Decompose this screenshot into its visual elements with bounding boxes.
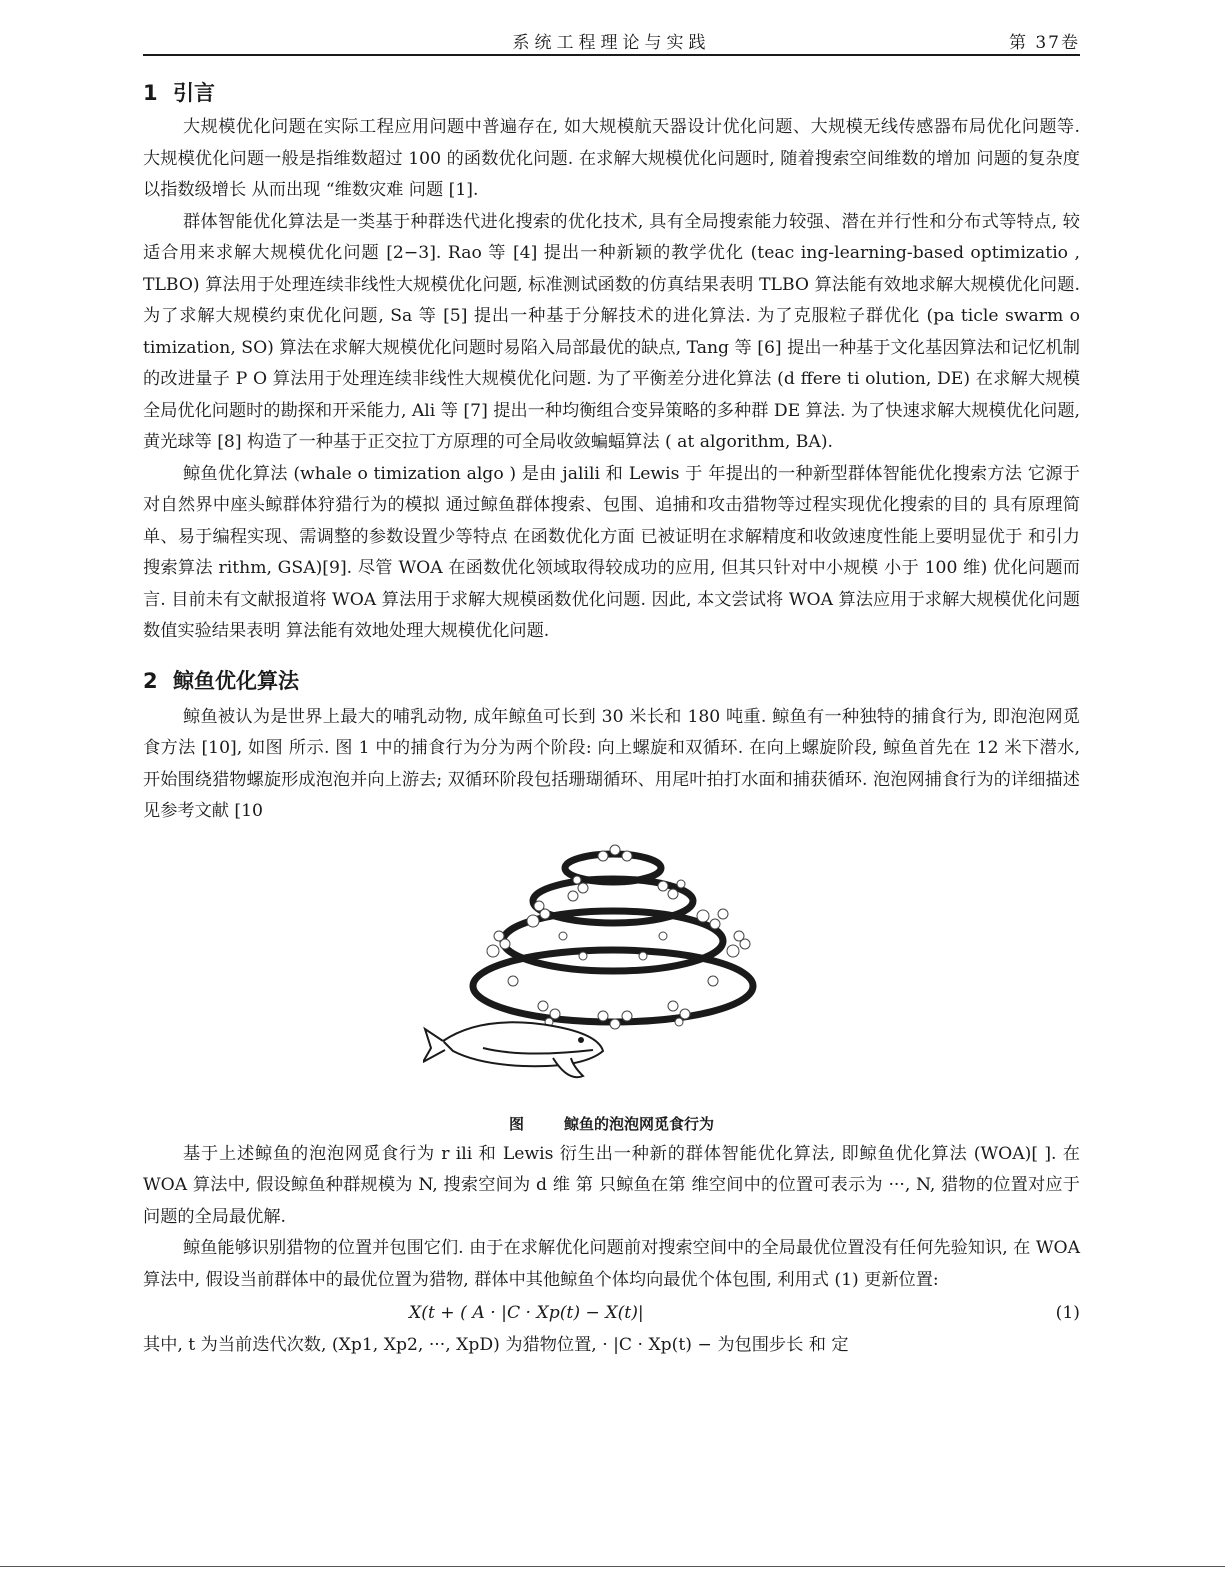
paragraph: 群体智能优化算法是一类基于种群迭代进化搜索的优化技术, 具有全局搜索能力较强、潜在并行性和分布式等特点, 较适合用来求解大规模优化问题 [2−3]. Rao 等 [4] 提出一种新颖的教学优化 (teac ing-learning-based optimizatio , TLBO) 算法用于处理连续非线性大规模优化问题, 标准测试函数的仿真结果表明 TLBO 算法能有效地求解大规模优化问题. 为了求解大规模约束优化问题, Sa 等 [5] 提出一种基于分解技术的进化算法. 为了克服粒子群优化 (pa ticle swarm o timization, SO) 算法在求解大规模优化问题时易陷入局部最优的缺点, Tang 等 [6] 提出一种基于文化基因算法和记忆机制的改进量子 P O 算法用于处理连续非线性大规模优化问题. 为了平衡差分进化算法 (d ffere ti olution, DE) 在求解大规模全局优化问题时的勘探和开采能力, Ali 等 [7] 提出一种均衡组合变异策略的多种群 DE 算法. 为了快速求解大规模优化问题, 黄光球等 [8] 构造了一种基于正交拉丁方原理的可全局收敛蝙蝠算法 ( at algorithm, BA).	[143, 211, 1080, 452]
equation-number: (1)	[1055, 1303, 1080, 1323]
paragraph: 大规模优化问题在实际工程应用问题中普遍存在, 如大规模航天器设计优化问题、大规模无线传感器布局优化问题等. 大规模优化问题一般是指维数超过 100 的函数优化问题. 在求解大规模优化问题时, 随着搜索空间维数的增加 问题的复杂度以指数级增长 从而出现 “维数灾难 问题 [1].	[143, 117, 1080, 200]
paragraph: 鲸鱼能够识别猎物的位置并包围它们. 由于在求解优化问题前对搜索空间中的全局最优位置没有任何先验知识, 在 WOA 算法中, 假设当前群体中的最优位置为猎物, 群体中其他鲸鱼个体均向最优个体包围, 利用式 (1) 更新位置:	[143, 1238, 1080, 1290]
equation-expression: X(t + ( A · |C · Xp(t) − X(t)|	[409, 1303, 644, 1323]
whale-icon	[423, 1022, 603, 1077]
running-header	[143, 26, 1080, 56]
figure-caption	[143, 1111, 1080, 1137]
page-bottom-rule	[0, 1566, 1225, 1567]
section-number: 2	[143, 668, 158, 693]
figure-caption-text: 鲸鱼的泡泡网觅食行为	[564, 1114, 715, 1133]
main-text	[143, 76, 1080, 1362]
paragraph: 鲸鱼被认为是世界上最大的哺乳动物, 成年鲸鱼可长到 30 米长和 180 吨重. 鲸鱼有一种独特的捕食行为, 即泡泡网觅食方法 [10], 如图 所示. 图 1 中的捕食行为分为两个阶段: 向上螺旋和双循环. 在向上螺旋阶段, 鲸鱼首先在 12 米下潜水, 开始围绕猎物螺旋形成泡泡并向上游去; 双循环阶段包括珊瑚循环、用尾叶拍打水面和捕获循环. 泡泡网捕食行为的详细描述见参考文献 [10	[143, 706, 1080, 821]
section-number: 1	[143, 81, 158, 105]
volume-label: 第 37卷	[1008, 33, 1080, 53]
section-heading-2	[143, 664, 1080, 698]
journal-title: 系统工程理论与实践	[512, 33, 711, 53]
paragraph: 鲸鱼优化算法 (whale o timization algo ) 是由 jalili 和 Lewis 于 年提出的一种新型群体智能优化搜索方法 它源于对自然界中座头鲸群体狩猎行为的模拟 通过鲸鱼群体搜索、包围、追捕和攻击猎物等过程实现优化搜索的目的 具有原理简单、易于编程实现、需调整的参数设置少等特点 在函数优化方面 已被证明在求解精度和收敛速度性能上要明显优于 和引力搜索算法 rithm, GSA)[9]. 尽管 WOA 在函数优化领域取得较成功的应用, 但其只针对中小规模 小于 100 维) 优化问题而言. 目前未有文献报道将 WOA 算法用于求解大规模函数优化问题. 因此, 本文尝试将 WOA 算法应用于求解大规模优化问题 数值实验结果表明 算法能有效地处理大规模优化问题.	[143, 463, 1080, 641]
section-title: 引言	[173, 81, 215, 105]
figure-bubble-net	[143, 836, 1080, 1111]
section-heading-1	[143, 76, 1080, 110]
section-title: 鲸鱼优化算法	[173, 668, 299, 693]
equation-1	[143, 1296, 1080, 1330]
figure-label: 图	[508, 1114, 524, 1133]
paragraph: 其中, t 为当前迭代次数, (Xp1, Xp2, ···, XpD) 为猎物位置, · |C · Xp(t) − 为包围步长 和 定	[143, 1335, 849, 1355]
bubble-net-whale-illustration	[423, 836, 803, 1106]
paragraph: 基于上述鲸鱼的泡泡网觅食行为 r ili 和 Lewis 衍生出一种新的群体智能优化算法, 即鲸鱼优化算法 (WOA)[ ]. 在 WOA 算法中, 假设鲸鱼种群规模为 N, 搜索空间为 d 维 第 只鲸鱼在第 维空间中的位置可表示为 ···, N, 猎物的位置对应于问题的全局最优解.	[143, 1143, 1080, 1227]
